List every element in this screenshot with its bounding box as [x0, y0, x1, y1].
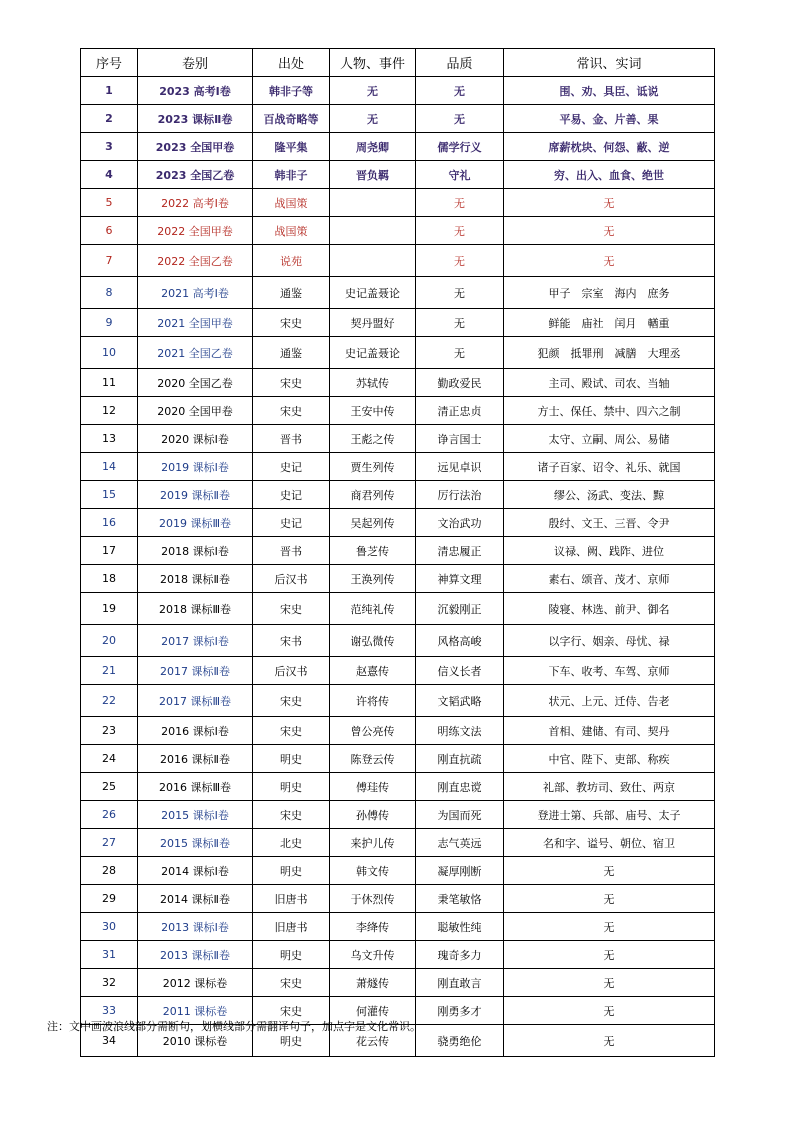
cell-seq: 28 — [81, 857, 138, 885]
cell-quality: 刚直敢言 — [416, 969, 504, 997]
cell-seq: 8 — [81, 277, 138, 309]
header-source: 出处 — [253, 49, 330, 77]
cell-people-events: 周尧卿 — [330, 133, 416, 161]
cell-seq: 31 — [81, 941, 138, 969]
table-row — [81, 77, 715, 105]
cell-volume: 2020 全国乙卷 — [138, 369, 253, 397]
table-row — [81, 717, 715, 745]
cell-source: 通鉴 — [253, 277, 330, 309]
cell-seq: 20 — [81, 625, 138, 657]
cell-people-events: 王彪之传 — [330, 425, 416, 453]
cell-quality: 清忠履正 — [416, 537, 504, 565]
cell-people-events: 王涣列传 — [330, 565, 416, 593]
cell-source: 明史 — [253, 857, 330, 885]
cell-quality: 无 — [416, 105, 504, 133]
cell-seq: 23 — [81, 717, 138, 745]
cell-knowledge: 主司、殿试、司农、当轴 — [504, 369, 715, 397]
cell-seq: 2 — [81, 105, 138, 133]
cell-quality: 无 — [416, 337, 504, 369]
cell-knowledge: 无 — [504, 941, 715, 969]
cell-seq: 32 — [81, 969, 138, 997]
cell-source: 战国策 — [253, 189, 330, 217]
table-row — [81, 829, 715, 857]
cell-knowledge: 无 — [504, 245, 715, 277]
cell-volume: 2017 课标Ⅰ卷 — [138, 625, 253, 657]
header-knowledge: 常识、实词 — [504, 49, 715, 77]
cell-source: 明史 — [253, 941, 330, 969]
cell-volume: 2014 课标Ⅱ卷 — [138, 885, 253, 913]
cell-quality: 秉笔敏恪 — [416, 885, 504, 913]
cell-people-events: 何灌传 — [330, 997, 416, 1025]
cell-source: 史记 — [253, 509, 330, 537]
cell-seq: 6 — [81, 217, 138, 245]
table-row — [81, 337, 715, 369]
cell-people-events: 来护儿传 — [330, 829, 416, 857]
cell-quality: 无 — [416, 77, 504, 105]
cell-people-events: 王安中传 — [330, 397, 416, 425]
cell-source: 宋史 — [253, 593, 330, 625]
cell-seq: 27 — [81, 829, 138, 857]
cell-volume: 2023 全国乙卷 — [138, 161, 253, 189]
cell-quality: 风格高峻 — [416, 625, 504, 657]
table-row — [81, 857, 715, 885]
cell-volume: 2015 课标Ⅱ卷 — [138, 829, 253, 857]
cell-quality: 无 — [416, 277, 504, 309]
table-row — [81, 217, 715, 245]
cell-people-events: 孙傅传 — [330, 801, 416, 829]
cell-seq: 1 — [81, 77, 138, 105]
cell-people-events: 乌文升传 — [330, 941, 416, 969]
cell-source: 晋书 — [253, 537, 330, 565]
cell-knowledge: 无 — [504, 1025, 715, 1057]
cell-seq: 14 — [81, 453, 138, 481]
cell-volume: 2019 课标Ⅰ卷 — [138, 453, 253, 481]
cell-people-events: 晋负羁 — [330, 161, 416, 189]
cell-quality: 刚勇多才 — [416, 997, 504, 1025]
cell-people-events: 吴起列传 — [330, 509, 416, 537]
cell-source: 明史 — [253, 745, 330, 773]
cell-volume: 2022 高考Ⅰ卷 — [138, 189, 253, 217]
cell-seq: 30 — [81, 913, 138, 941]
cell-knowledge: 无 — [504, 913, 715, 941]
footnote: 注：文中画波浪线部分需断句，划横线部分需翻译句子，加点字是文化常识。 — [47, 1020, 421, 1033]
cell-people-events — [330, 217, 416, 245]
cell-knowledge: 太守、立嗣、周公、易储 — [504, 425, 715, 453]
cell-people-events: 谢弘微传 — [330, 625, 416, 657]
cell-people-events: 赵憙传 — [330, 657, 416, 685]
table-row — [81, 913, 715, 941]
cell-people-events: 史记盖聂论 — [330, 337, 416, 369]
cell-volume: 2023 全国甲卷 — [138, 133, 253, 161]
cell-quality: 无 — [416, 309, 504, 337]
cell-source: 宋史 — [253, 309, 330, 337]
cell-seq: 29 — [81, 885, 138, 913]
cell-seq: 18 — [81, 565, 138, 593]
header-volume: 卷别 — [138, 49, 253, 77]
table-row — [81, 453, 715, 481]
cell-quality: 为国而死 — [416, 801, 504, 829]
cell-quality: 明练文法 — [416, 717, 504, 745]
cell-knowledge: 方士、保任、禁中、四六之制 — [504, 397, 715, 425]
cell-knowledge: 诸子百家、诏令、礼乐、就国 — [504, 453, 715, 481]
cell-knowledge: 议禄、阙、践阼、进位 — [504, 537, 715, 565]
table-body — [81, 77, 715, 1057]
cell-knowledge: 名和字、谥号、朝位、宿卫 — [504, 829, 715, 857]
cell-knowledge: 穷、出入、血食、绝世 — [504, 161, 715, 189]
table-row — [81, 161, 715, 189]
cell-volume: 2011 课标卷 — [138, 997, 253, 1025]
cell-knowledge: 缪公、汤武、变法、黥 — [504, 481, 715, 509]
cell-quality: 凝厚刚断 — [416, 857, 504, 885]
cell-knowledge: 无 — [504, 997, 715, 1025]
cell-source: 隆平集 — [253, 133, 330, 161]
cell-quality: 信义长者 — [416, 657, 504, 685]
cell-volume: 2020 全国甲卷 — [138, 397, 253, 425]
cell-seq: 10 — [81, 337, 138, 369]
table-row — [81, 969, 715, 997]
table-row — [81, 481, 715, 509]
cell-people-events: 无 — [330, 105, 416, 133]
cell-source: 宋史 — [253, 969, 330, 997]
table-row — [81, 625, 715, 657]
cell-knowledge: 无 — [504, 189, 715, 217]
cell-seq: 34 — [81, 1025, 138, 1057]
cell-source: 宋史 — [253, 801, 330, 829]
cell-people-events: 契丹盟好 — [330, 309, 416, 337]
cell-quality: 瑰奇多力 — [416, 941, 504, 969]
cell-knowledge: 以字行、姻亲、母忧、禄 — [504, 625, 715, 657]
table-row — [81, 593, 715, 625]
cell-volume: 2019 课标Ⅱ卷 — [138, 481, 253, 509]
cell-people-events — [330, 189, 416, 217]
cell-source: 后汉书 — [253, 565, 330, 593]
cell-source: 史记 — [253, 481, 330, 509]
cell-quality: 清正忠贞 — [416, 397, 504, 425]
table-row — [81, 369, 715, 397]
cell-knowledge: 殷纣、文王、三晋、令尹 — [504, 509, 715, 537]
cell-volume: 2013 课标Ⅱ卷 — [138, 941, 253, 969]
cell-volume: 2016 课标Ⅲ卷 — [138, 773, 253, 801]
cell-volume: 2018 课标Ⅰ卷 — [138, 537, 253, 565]
cell-people-events: 陈登云传 — [330, 745, 416, 773]
table-row — [81, 189, 715, 217]
table-row — [81, 801, 715, 829]
cell-source: 宋书 — [253, 625, 330, 657]
table-row — [81, 773, 715, 801]
cell-knowledge: 席薪枕块、何怨、蔽、逆 — [504, 133, 715, 161]
cell-people-events: 韩文传 — [330, 857, 416, 885]
cell-quality: 远见卓识 — [416, 453, 504, 481]
cell-seq: 5 — [81, 189, 138, 217]
cell-quality: 骁勇绝伦 — [416, 1025, 504, 1057]
cell-seq: 26 — [81, 801, 138, 829]
cell-volume: 2019 课标Ⅲ卷 — [138, 509, 253, 537]
cell-volume: 2020 课标Ⅰ卷 — [138, 425, 253, 453]
cell-knowledge: 首相、建储、有司、契丹 — [504, 717, 715, 745]
cell-knowledge: 陵寝、林选、前尹、御名 — [504, 593, 715, 625]
cell-source: 通鉴 — [253, 337, 330, 369]
table-row — [81, 309, 715, 337]
cell-source: 北史 — [253, 829, 330, 857]
cell-source: 晋书 — [253, 425, 330, 453]
cell-knowledge: 无 — [504, 857, 715, 885]
cell-quality: 儒学行义 — [416, 133, 504, 161]
cell-seq: 4 — [81, 161, 138, 189]
cell-volume: 2016 课标Ⅰ卷 — [138, 717, 253, 745]
cell-seq: 9 — [81, 309, 138, 337]
cell-quality: 文治武功 — [416, 509, 504, 537]
cell-volume: 2013 课标Ⅰ卷 — [138, 913, 253, 941]
table-row — [81, 941, 715, 969]
cell-people-events: 贾生列传 — [330, 453, 416, 481]
cell-source: 旧唐书 — [253, 885, 330, 913]
cell-source: 宋史 — [253, 397, 330, 425]
cell-people-events: 范纯礼传 — [330, 593, 416, 625]
cell-quality: 刚直抗疏 — [416, 745, 504, 773]
cell-knowledge: 无 — [504, 969, 715, 997]
cell-source: 宋史 — [253, 717, 330, 745]
cell-quality: 刚直忠谠 — [416, 773, 504, 801]
cell-people-events: 傅珪传 — [330, 773, 416, 801]
cell-source: 百战奇略等 — [253, 105, 330, 133]
table-row — [81, 657, 715, 685]
cell-volume: 2021 全国乙卷 — [138, 337, 253, 369]
table-row — [81, 245, 715, 277]
cell-quality: 志气英远 — [416, 829, 504, 857]
cell-people-events: 花云传 — [330, 1025, 416, 1057]
cell-knowledge: 平易、金、片善、果 — [504, 105, 715, 133]
cell-people-events: 萧燧传 — [330, 969, 416, 997]
cell-people-events: 无 — [330, 77, 416, 105]
cell-volume: 2014 课标Ⅰ卷 — [138, 857, 253, 885]
cell-source: 明史 — [253, 773, 330, 801]
cell-people-events: 李绛传 — [330, 913, 416, 941]
cell-quality: 厉行法治 — [416, 481, 504, 509]
cell-seq: 33 — [81, 997, 138, 1025]
cell-people-events: 曾公亮传 — [330, 717, 416, 745]
cell-knowledge: 围、劝、具臣、诋说 — [504, 77, 715, 105]
cell-source: 宋史 — [253, 685, 330, 717]
cell-volume: 2015 课标Ⅰ卷 — [138, 801, 253, 829]
cell-knowledge: 素右、颂音、茂才、京师 — [504, 565, 715, 593]
cell-knowledge: 鲜能 庙社 闰月 輶重 — [504, 309, 715, 337]
cell-people-events: 许将传 — [330, 685, 416, 717]
table-row — [81, 537, 715, 565]
cell-source: 后汉书 — [253, 657, 330, 685]
table-row — [81, 397, 715, 425]
table-row — [81, 277, 715, 309]
cell-volume: 2022 全国甲卷 — [138, 217, 253, 245]
cell-seq: 24 — [81, 745, 138, 773]
table-row — [81, 565, 715, 593]
cell-knowledge: 礼部、教坊司、致仕、两京 — [504, 773, 715, 801]
cell-source: 史记 — [253, 453, 330, 481]
table-row — [81, 425, 715, 453]
cell-quality: 文韬武略 — [416, 685, 504, 717]
table-row — [81, 885, 715, 913]
header-people-events: 人物、事件 — [330, 49, 416, 77]
table-row — [81, 745, 715, 773]
cell-volume: 2018 课标Ⅲ卷 — [138, 593, 253, 625]
cell-seq: 16 — [81, 509, 138, 537]
cell-source: 旧唐书 — [253, 913, 330, 941]
table-row — [81, 133, 715, 161]
cell-seq: 15 — [81, 481, 138, 509]
table-row — [81, 509, 715, 537]
cell-people-events: 于休烈传 — [330, 885, 416, 913]
cell-volume: 2017 课标Ⅱ卷 — [138, 657, 253, 685]
cell-quality: 无 — [416, 217, 504, 245]
cell-knowledge: 甲子 宗室 海内 庶务 — [504, 277, 715, 309]
cell-knowledge: 状元、上元、迁侍、告老 — [504, 685, 715, 717]
table-row — [81, 105, 715, 133]
cell-people-events — [330, 245, 416, 277]
cell-seq: 13 — [81, 425, 138, 453]
cell-people-events: 鲁芝传 — [330, 537, 416, 565]
cell-source: 战国策 — [253, 217, 330, 245]
cell-quality: 无 — [416, 245, 504, 277]
cell-knowledge: 无 — [504, 885, 715, 913]
cell-seq: 7 — [81, 245, 138, 277]
cell-source: 宋史 — [253, 369, 330, 397]
cell-seq: 19 — [81, 593, 138, 625]
cell-volume: 2017 课标Ⅲ卷 — [138, 685, 253, 717]
header-quality: 品质 — [416, 49, 504, 77]
cell-source: 宋史 — [253, 997, 330, 1025]
cell-knowledge: 中官、陛下、吏部、称疾 — [504, 745, 715, 773]
cell-volume: 2021 全国甲卷 — [138, 309, 253, 337]
cell-quality: 无 — [416, 189, 504, 217]
cell-people-events: 商君列传 — [330, 481, 416, 509]
cell-source: 说苑 — [253, 245, 330, 277]
cell-volume: 2022 全国乙卷 — [138, 245, 253, 277]
cell-seq: 21 — [81, 657, 138, 685]
cell-volume: 2023 高考Ⅰ卷 — [138, 77, 253, 105]
cell-knowledge: 下车、收考、车驾、京师 — [504, 657, 715, 685]
exam-table — [80, 48, 715, 1057]
cell-quality: 勤政爱民 — [416, 369, 504, 397]
cell-volume: 2012 课标卷 — [138, 969, 253, 997]
cell-knowledge: 登进士第、兵部、庙号、太子 — [504, 801, 715, 829]
cell-seq: 11 — [81, 369, 138, 397]
cell-knowledge: 犯颜 抵罪刑 减膳 大理丞 — [504, 337, 715, 369]
cell-volume: 2023 课标Ⅱ卷 — [138, 105, 253, 133]
cell-knowledge: 无 — [504, 217, 715, 245]
cell-volume: 2021 高考Ⅰ卷 — [138, 277, 253, 309]
cell-quality: 守礼 — [416, 161, 504, 189]
cell-volume: 2018 课标Ⅱ卷 — [138, 565, 253, 593]
cell-quality: 沉毅刚正 — [416, 593, 504, 625]
cell-seq: 3 — [81, 133, 138, 161]
cell-people-events: 苏轼传 — [330, 369, 416, 397]
cell-volume: 2010 课标卷 — [138, 1025, 253, 1057]
header-seq: 序号 — [81, 49, 138, 77]
cell-seq: 22 — [81, 685, 138, 717]
cell-source: 明史 — [253, 1025, 330, 1057]
cell-seq: 17 — [81, 537, 138, 565]
cell-quality: 聪敏性纯 — [416, 913, 504, 941]
cell-quality: 神算文理 — [416, 565, 504, 593]
cell-source: 韩非子 — [253, 161, 330, 189]
header-row — [81, 49, 715, 77]
cell-seq: 12 — [81, 397, 138, 425]
cell-quality: 诤言国士 — [416, 425, 504, 453]
table-row — [81, 685, 715, 717]
cell-volume: 2016 课标Ⅱ卷 — [138, 745, 253, 773]
cell-source: 韩非子等 — [253, 77, 330, 105]
cell-seq: 25 — [81, 773, 138, 801]
cell-people-events: 史记盖聂论 — [330, 277, 416, 309]
